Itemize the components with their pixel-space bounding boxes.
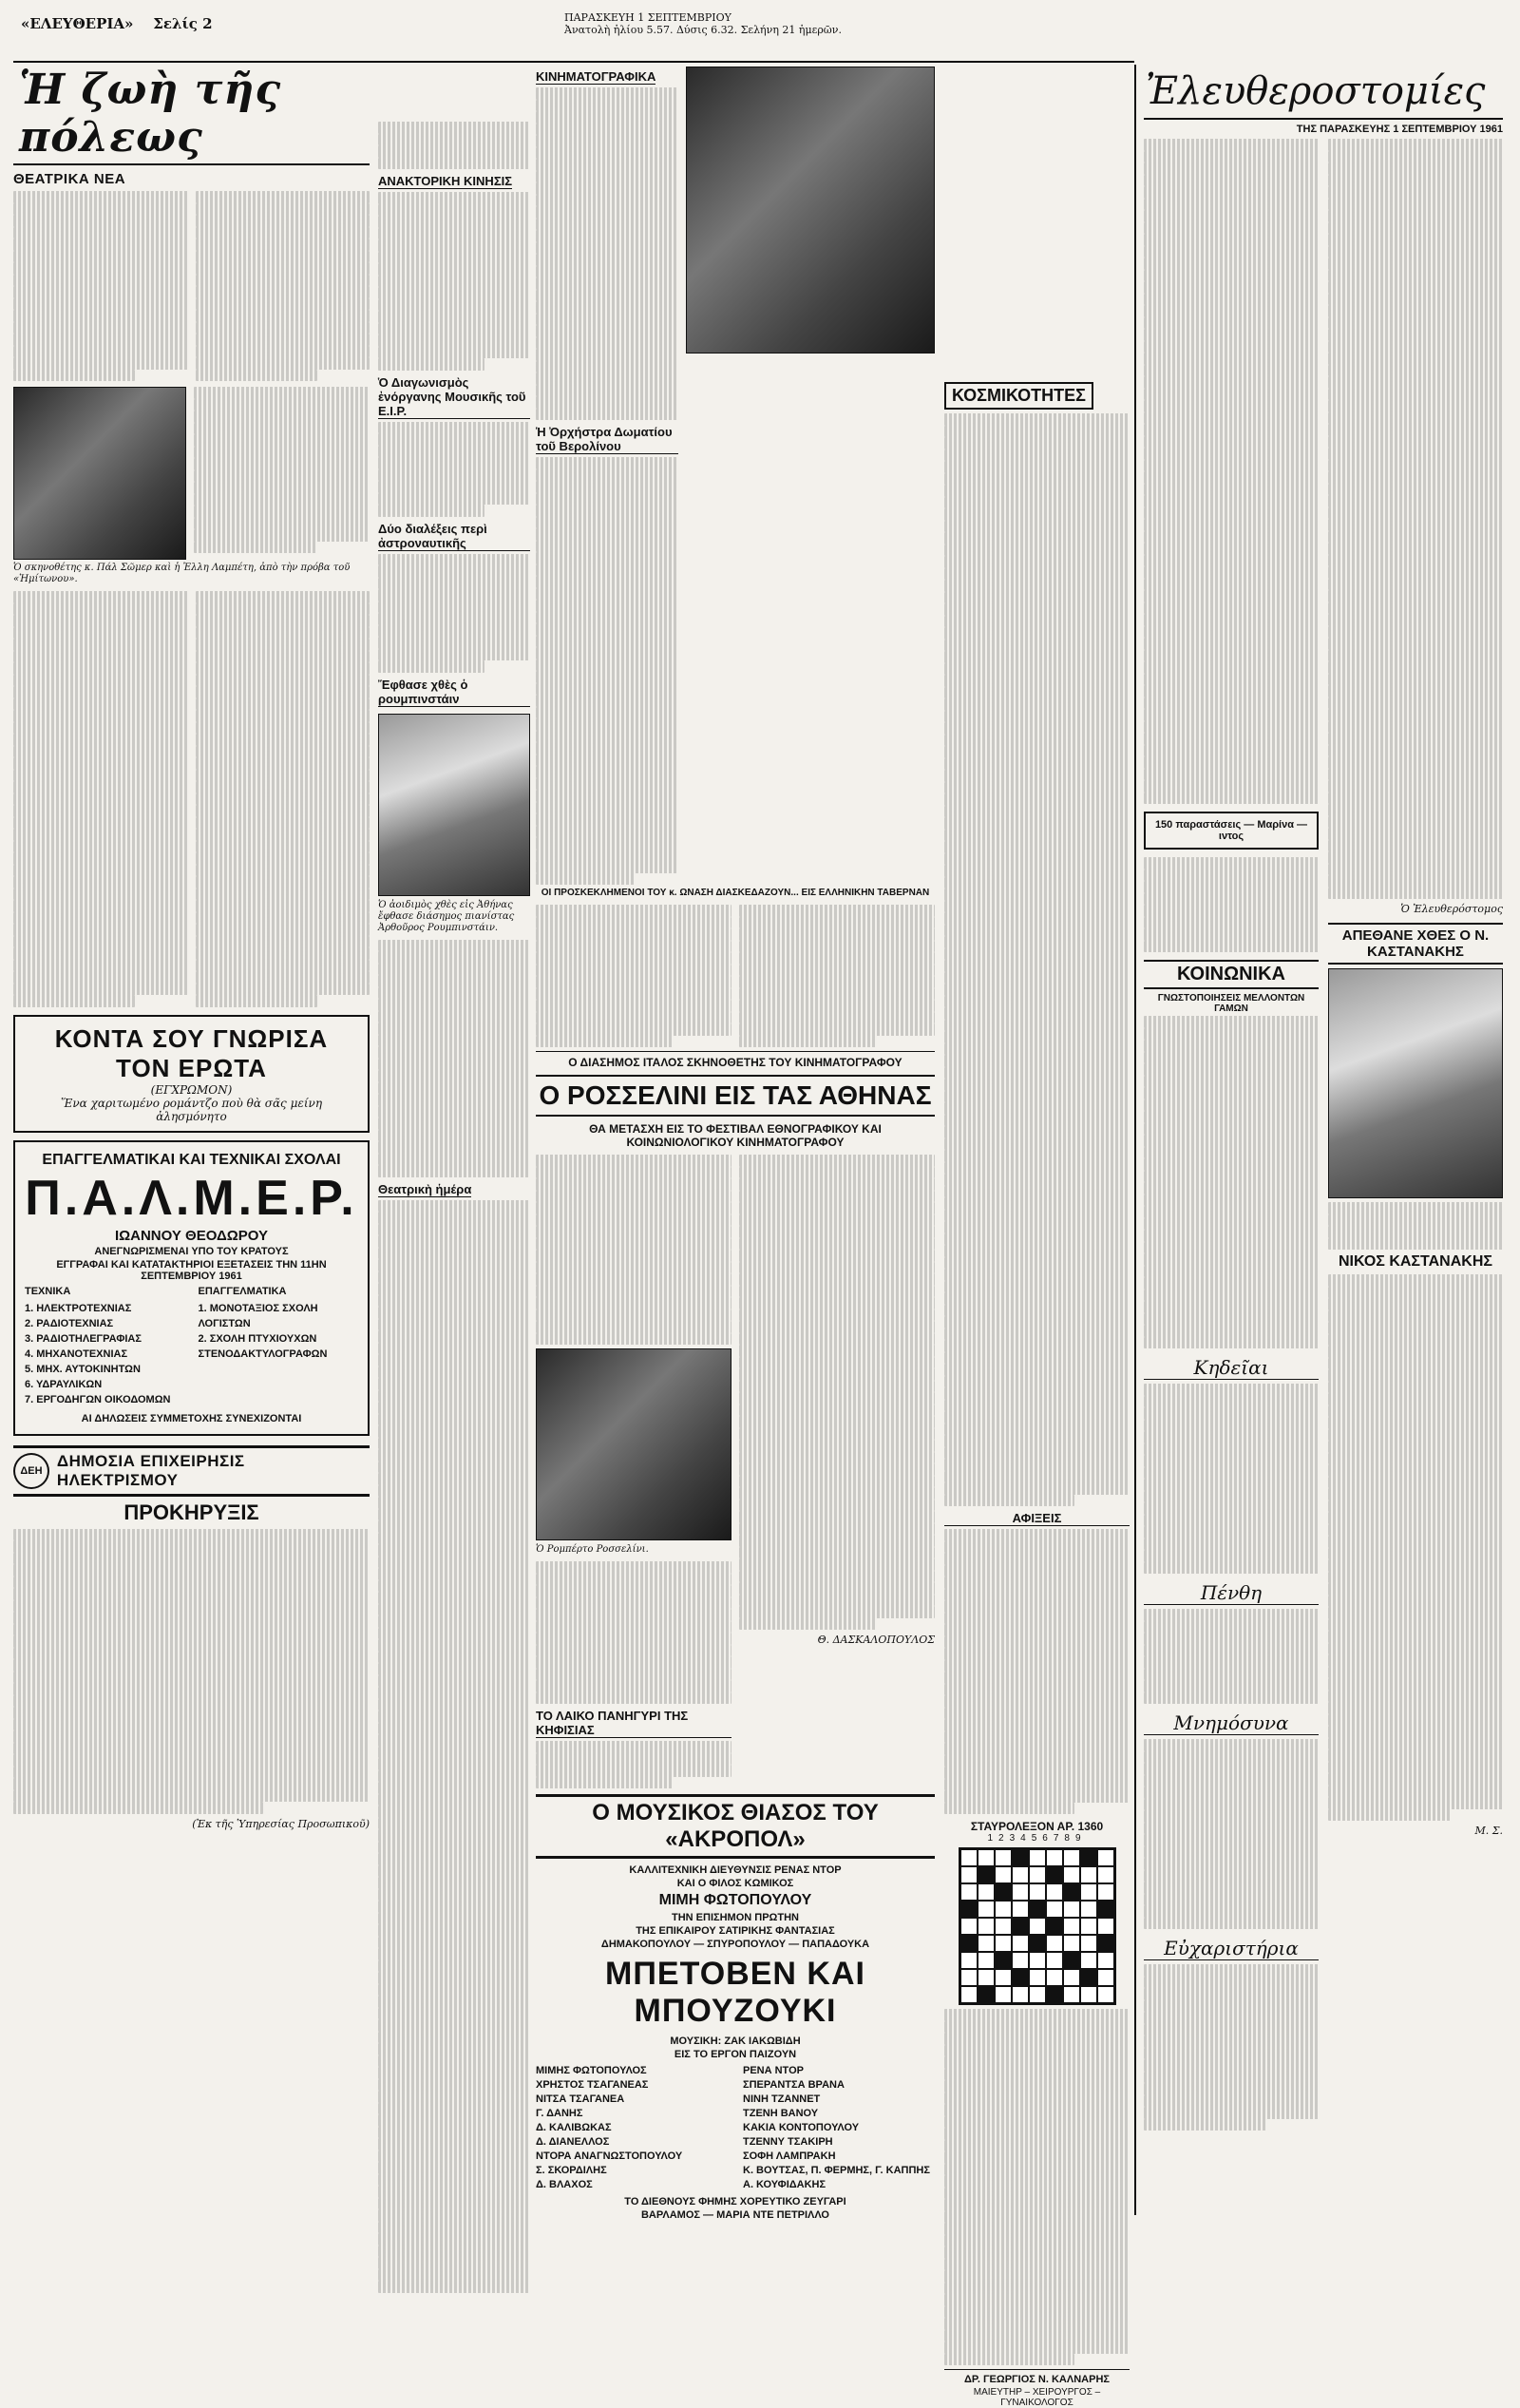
cast-member: Δ. ΚΑΛΙΒΩΚΑΣ (536, 2122, 612, 2133)
onassis-tavern-photo (686, 67, 935, 354)
column-date: ΤΗΣ ΠΑΡΑΣΚΕΥΗΣ 1 ΣΕΠΤΕΜΒΡΙΟΥ 1961 (1296, 124, 1503, 135)
cast-member: Α. ΚΟΥΦΙΔΑΚΗΣ (743, 2179, 826, 2190)
crossword-grid (959, 1847, 1116, 2005)
school-footer: ΑΙ ΔΗΛΩΣΕΙΣ ΣΥΜΜΕΤΟΧΗΣ ΣΥΝΕΧΙΖΟΝΤΑΙ (81, 1412, 302, 1424)
rossellini-portrait (536, 1348, 732, 1540)
dei-sign: (Ἐκ τῆς Ὑπηρεσίας Προσωπικοῦ) (192, 1817, 370, 1830)
dei-title: ΔΗΜΟΣΙΑ ΕΠΙΧΕΙΡΗΣΙΣ ΗΛΕΚΤΡΙΣΜΟΥ (56, 1451, 245, 1489)
film-ad-title: ΚΟΝΤΑ ΣΟΥ ΓΝΩΡΙΣΑ ΤΟΝ ΕΡΩΤΑ (54, 1023, 329, 1082)
column-signature: Ὁ Ἐλευθερόστομος (1400, 903, 1503, 915)
tech-item: 1. ΗΛΕΚΤΡΟΤΕΧΝΙΑΣ (25, 1302, 132, 1314)
akropol-fantasy: ΤΗΣ ΕΠΙΚΑΙΡΟΥ ΣΑΤΙΡΙΚΗΣ ΦΑΝΤΑΣΙΑΣ (636, 1925, 835, 1937)
section-title: Ἡ ζωὴ τῆς πόλεως (13, 65, 370, 165)
cast-member: Κ. ΒΟΥΤΣΑΣ, Π. ΦΕΡΜΗΣ, Γ. ΚΑΠΠΗΣ (743, 2165, 930, 2176)
cast-member: ΝΙΤΣΑ ΤΣΑΓΑΝΕΑ (536, 2093, 625, 2105)
akropol-direction: ΚΑΛΛΙΤΕΧΝΙΚΗ ΔΙΕΥΘΥΝΣΙΣ ΡΕΝΑΣ ΝΤΟΡ (629, 1864, 842, 1876)
rubinstein-caption: Ὁ ἀοιδιμὸς χθὲς εἰς Ἀθήνας ἔφθασε διάσημος πιανίστας Ἀρθοῦρος Ρουμπινστάιν. (378, 899, 515, 933)
cast-member: ΚΑΚΙΑ ΚΟΝΤΟΠΟΥΛΟΥ (743, 2122, 860, 2133)
cast-member: Σ. ΣΚΟΡΔΙΛΗΣ (536, 2165, 607, 2176)
cast-member: ΣΠΕΡΑΝΤΣΑ ΒΡΑΝΑ (743, 2079, 845, 2091)
sun-line: Ἀνατολὴ ἡλίου 5.57. Δύσις 6.32. Σελήνη 21 ἡμερῶν. (564, 24, 842, 36)
cast-member: ΡΕΝΑ ΝΤΟΡ (743, 2065, 804, 2076)
social-subhead: ΓΝΩΣΤΟΠΟΙΗΣΕΙΣ ΜΕΛΛΟΝΤΩΝ ΓΑΜΩΝ (1157, 993, 1305, 1014)
film-ad-tagline: Ἕνα χαριτωμένο ρομάντζο ποὺ θὰ σᾶς μείνη ἀλησμόνητο (60, 1096, 323, 1123)
dei-notice: ΠΡΟΚΗΡΥΞΙΣ (124, 1500, 259, 1524)
tech-item: 5. ΜΗΧ. ΑΥΤΟΚΙΝΗΤΩΝ (25, 1363, 141, 1375)
obituary-signature: Μ. Σ. (1474, 1825, 1503, 1837)
column-5 (1134, 65, 1503, 2215)
society-head: ΚΟΣΜΙΚΟΤΗΤΕΣ (944, 382, 1093, 410)
crossword-numbers: 123456789 (987, 1833, 1087, 1844)
panigyri-head: ΤΟ ΛΑΙΚΟ ΠΑΝΗΓΥΡΙ ΤΗΣ ΚΗΦΙΣΙΑΣ (536, 1709, 732, 1738)
arrivals-head: ΑΦΙΞΕΙΣ (944, 1511, 1130, 1526)
director-line: Ο ΔΙΑΣΗΜΟΣ ΙΤΑΛΟΣ ΣΚΗΝΟΘΕΤΗΣ ΤΟΥ ΚΙΝΗΜΑΤΟΓΡΑΦΟΥ (536, 1051, 935, 1069)
obituary-head: ΑΠΕΘΑΝΕ ΧΘΕΣ Ο Ν. ΚΑΣΤΑΝΑΚΗΣ (1328, 923, 1503, 965)
akropol-roles: ΕΙΣ ΤΟ ΕΡΓΟΝ ΠΑΙΖΟΥΝ (674, 2049, 797, 2060)
cast-member: ΝΙΝΗ ΤΖΑΝΝΕΤ (743, 2093, 821, 2105)
film-ad-subtitle: (ΕΓΧΡΩΜΟΝ) (150, 1082, 233, 1097)
column-1 (13, 65, 370, 2215)
rossellini-headline: Ο ΡΟΣΣΕΛΙΝΙ ΕΙΣ ΤΑΣ ΑΘΗΝΑΣ (536, 1075, 935, 1117)
akropol-comic: ΚΑΙ Ο ΦΙΛΟΣ ΚΩΜΙΚΟΣ (676, 1878, 794, 1889)
palace-news-head: ΑΝΑΚΤΟΡΙΚΗ ΚΙΝΗΣΙΣ (378, 174, 513, 188)
tech-item: 6. ΥΔΡΑΥΛΙΚΩΝ (25, 1378, 103, 1390)
tech-item: 4. ΜΗΧΑΝΟΤΕΧΝΙΑΣ (25, 1347, 128, 1360)
school-owner: ΙΩΑΝΝΟΥ ΘΕΟΔΩΡΟΥ (114, 1227, 269, 1244)
school-ad (13, 1140, 370, 1436)
play-ad-text: 150 παραστάσεις — Μαρίνα — ιντος (1154, 819, 1308, 842)
astronautics-head: Δύο διαλέξεις περὶ ἀστροναυτικῆς (378, 522, 530, 551)
cast-member: ΧΡΗΣΤΟΣ ΤΣΑΓΑΝΕΑΣ (536, 2079, 649, 2091)
kastanakis-name: ΝΙΚΟΣ ΚΑΣΤΑΝΑΚΗΣ (1339, 1253, 1492, 1270)
panigyri-sign: Θ. ΔΑΣΚΑΛΟΠΟΥΛΟΣ (817, 1634, 935, 1646)
cinema-head: ΚΙΝΗΜΑΤΟΓΡΑΦΙΚΑ (536, 69, 656, 84)
newspaper-page (13, 6, 1503, 2408)
kastanakis-portrait (1328, 968, 1503, 1198)
akropol-show-title: ΜΠΕΤΟΒΕΝ ΚΑΙ ΜΠΟΥΖΟΥΚΙ (605, 1956, 865, 2029)
doctor-specialty: ΜΑΙΕΥΤΗΡ – ΧΕΙΡΟΥΡΓΟΣ – ΓΥΝΑΙΚΟΛΟΓΟΣ (973, 2387, 1101, 2408)
tech-list (25, 1301, 185, 1407)
column-title: Ἐλευθεροστομίες (1144, 65, 1503, 120)
cast-right (743, 2064, 935, 2192)
column-4 (944, 65, 1130, 2408)
prof-list (199, 1301, 359, 1362)
social-head: ΚΟΙΝΩΝΙΚΑ (1144, 960, 1319, 989)
crossword-title: ΣΤΑΥΡΟΛΕΞΟΝ ΑΡ. 1360 (970, 1820, 1104, 1833)
film-ad (13, 1015, 370, 1133)
prof-head: ΕΠΑΓΓΕΛΜΑΤΙΚΑ (198, 1285, 287, 1297)
rossellini-subhead: ΘΑ ΜΕΤΑΣΧΗ ΕΙΣ ΤΟ ΦΕΣΤΙΒΑΛ ΕΘΝΟΓΡΑΦΙΚΟΥ ΚΑΙ ΚΟΙΝΩΝΙΟΛΟΓΙΚΟΥ ΚΙΝΗΜΑΤΟΓΡΑΦΟΥ (589, 1122, 882, 1149)
school-recognized: ΑΝΕΓΝΩΡΙΣΜΕΝΑΙ ΥΠΟ ΤΟΥ ΚΡΑΤΟΥΣ (94, 1245, 289, 1257)
rubinstein-head: Ἔφθασε χθὲς ὁ ρουμπινστάιν (378, 678, 530, 707)
theatre-photo (13, 387, 186, 560)
theatre-day-head: Θεατρικὴ ἡμέρα (378, 1181, 472, 1196)
prof-item: 1. ΜΟΝΟΤΑΞΙΟΣ ΣΧΟΛΗ ΛΟΓΙΣΤΩΝ (198, 1302, 318, 1329)
cast-member: ΤΖΕΝΝΥ ΤΣΑΚΙΡΗ (743, 2136, 833, 2148)
masthead-paper-name (21, 15, 213, 32)
column-3 (536, 65, 935, 2221)
cast-member: Δ. ΒΛΑΧΟΣ (536, 2179, 593, 2190)
akropol-cast (536, 2064, 935, 2192)
thanks-head: Εὐχαριστήρια (1144, 1937, 1319, 1960)
tavern-caption: ΟΙ ΠΡΟΣΚΕΚΛΗΜΕΝΟΙ ΤΟΥ κ. ΩΝΑΣΗ ΔΙΑΣΚΕΔΑΖΟΥΝ... ΕΙΣ ΕΛΛΗΝΙΚΗΝ ΤΑΒΕΡΝΑΝ (541, 888, 930, 898)
cast-member: Γ. ΔΑΝΗΣ (536, 2108, 583, 2119)
play-ad (1144, 812, 1319, 850)
memorial-head: Μνημόσυνα (1144, 1711, 1319, 1735)
dei-header (13, 1445, 370, 1497)
akropol-dancers: ΤΟ ΔΙΕΘΝΟΥΣ ΦΗΜΗΣ ΧΟΡΕΥΤΙΚΟ ΖΕΥΓΑΡΙ (624, 2196, 846, 2207)
akropol-star: ΜΙΜΗ ΦΩΤΟΠΟΥΛΟΥ (658, 1892, 812, 1908)
akropol-dancers-names: ΒΑΡΛΑΜΟΣ — ΜΑΡΙΑ ΝΤΕ ΠΕΤΡΙΛΛΟ (640, 2209, 829, 2221)
school-name: Π.Α.Λ.Μ.Ε.Ρ. (25, 1170, 358, 1226)
orchestra-head: Ἡ Ὀρχήστρα Δωματίου τοῦ Βερολίνου (536, 425, 678, 454)
column-2 (378, 65, 530, 2215)
prof-item: 2. ΣΧΟΛΗ ΠΤΥΧΙΟΥΧΩΝ ΣΤΕΝΟΔΑΚΤΥΛΟΓΡΑΦΩΝ (198, 1332, 328, 1360)
paper-name: «ΕΛΕΥΘΕΡΙΑ» (21, 15, 134, 32)
cast-member: ΣΟΦΗ ΛΑΜΠΡΑΚΗ (743, 2150, 836, 2162)
cast-left (536, 2064, 728, 2192)
akropol-title: Ο ΜΟΥΣΙΚΟΣ ΘΙΑΣΟΣ ΤΟΥ «ΑΚΡΟΠΟΛ» (536, 1794, 935, 1859)
tech-item: 2. ΡΑΔΙΟΤΕΧΝΙΑΣ (25, 1317, 114, 1329)
school-title: ΕΠΑΓΓΕΛΜΑΤΙΚΑΙ ΚΑΙ ΤΕΧΝΙΚΑΙ ΣΧΟΛΑΙ (42, 1151, 341, 1168)
page-number: Σελίς 2 (153, 15, 213, 32)
cast-member: ΜΙΜΗΣ ΦΩΤΟΠΟΥΛΟΣ (536, 2065, 647, 2076)
tech-item: 3. ΡΑΔΙΟΤΗΛΕΓΡΑΦΙΑΣ (25, 1332, 142, 1345)
cast-member: ΝΤΟΡΑ ΑΝΑΓΝΩΣΤΟΠΟΥΛΟΥ (536, 2150, 683, 2162)
rubinstein-photo (378, 714, 530, 896)
doctor-name: ΔΡ. ΓΕΩΡΓΙΟΣ Ν. ΚΑΛΝΑΡΗΣ (964, 2374, 1110, 2385)
funerals-head: Κηδεῖαι (1144, 1356, 1319, 1380)
rossellini-caption: Ὁ Ρομπέρτο Ροσσελίνι. (536, 1544, 649, 1555)
music-contest-head: Ὁ Διαγωνισμὸς ἐνόργανης Μουσικῆς τοῦ Ε.Ι.Ρ. (378, 375, 530, 419)
school-dates: ΕΓΓΡΑΦΑΙ ΚΑΙ ΚΑΤΑΤΑΚΤΗΡΙΟΙ ΕΞΕΤΑΣΕΙΣ ΤΗΝ 11ΗΝ ΣΕΠΤΕΜΒΡΙΟΥ 1961 (56, 1258, 327, 1282)
dei-logo: ΔΕΗ (13, 1453, 49, 1489)
date-line: ΠΑΡΑΣΚΕΥΗ 1 ΣΕΠΤΕΜΒΡΙΟΥ (564, 11, 732, 24)
theatre-photo-caption: Ὁ σκηνοθέτης κ. Πάλ Σῶμερ καὶ ἡ Ἐλλη Λαμπέτη, ἀπὸ τὴν πρόβα τοῦ «Ἡμίτωνου». (13, 563, 351, 584)
theatre-news-head: ΘΕΑΤΡΙΚΑ ΝΕΑ (13, 171, 126, 187)
cast-member: ΤΖΕΝΗ ΒΑΝΟΥ (743, 2108, 819, 2119)
akropol-premiere: ΤΗΝ ΕΠΙΣΗΜΟΝ ΠΡΩΤΗΝ (672, 1912, 799, 1923)
akropol-authors: ΔΗΜΑΚΟΠΟΥΛΟΥ — ΣΠΥΡΟΠΟΥΛΟΥ — ΠΑΠΑΔΟΥΚΑ (600, 1939, 870, 1950)
mourning-head: Πένθη (1144, 1581, 1319, 1605)
masthead (13, 6, 1134, 63)
akropol-music: ΜΟΥΣΙΚΗ: ΖΑΚ ΙΑΚΩΒΙΔΗ (670, 2035, 801, 2047)
tech-item: 7. ΕΡΓΟΔΗΓΩΝ ΟΙΚΟΔΟΜΩΝ (25, 1393, 171, 1405)
masthead-date (564, 11, 963, 36)
tech-head: ΤΕΧΝΙΚΑ (25, 1285, 71, 1297)
cast-member: Δ. ΔΙΑΝΕΛΛΟΣ (536, 2136, 610, 2148)
